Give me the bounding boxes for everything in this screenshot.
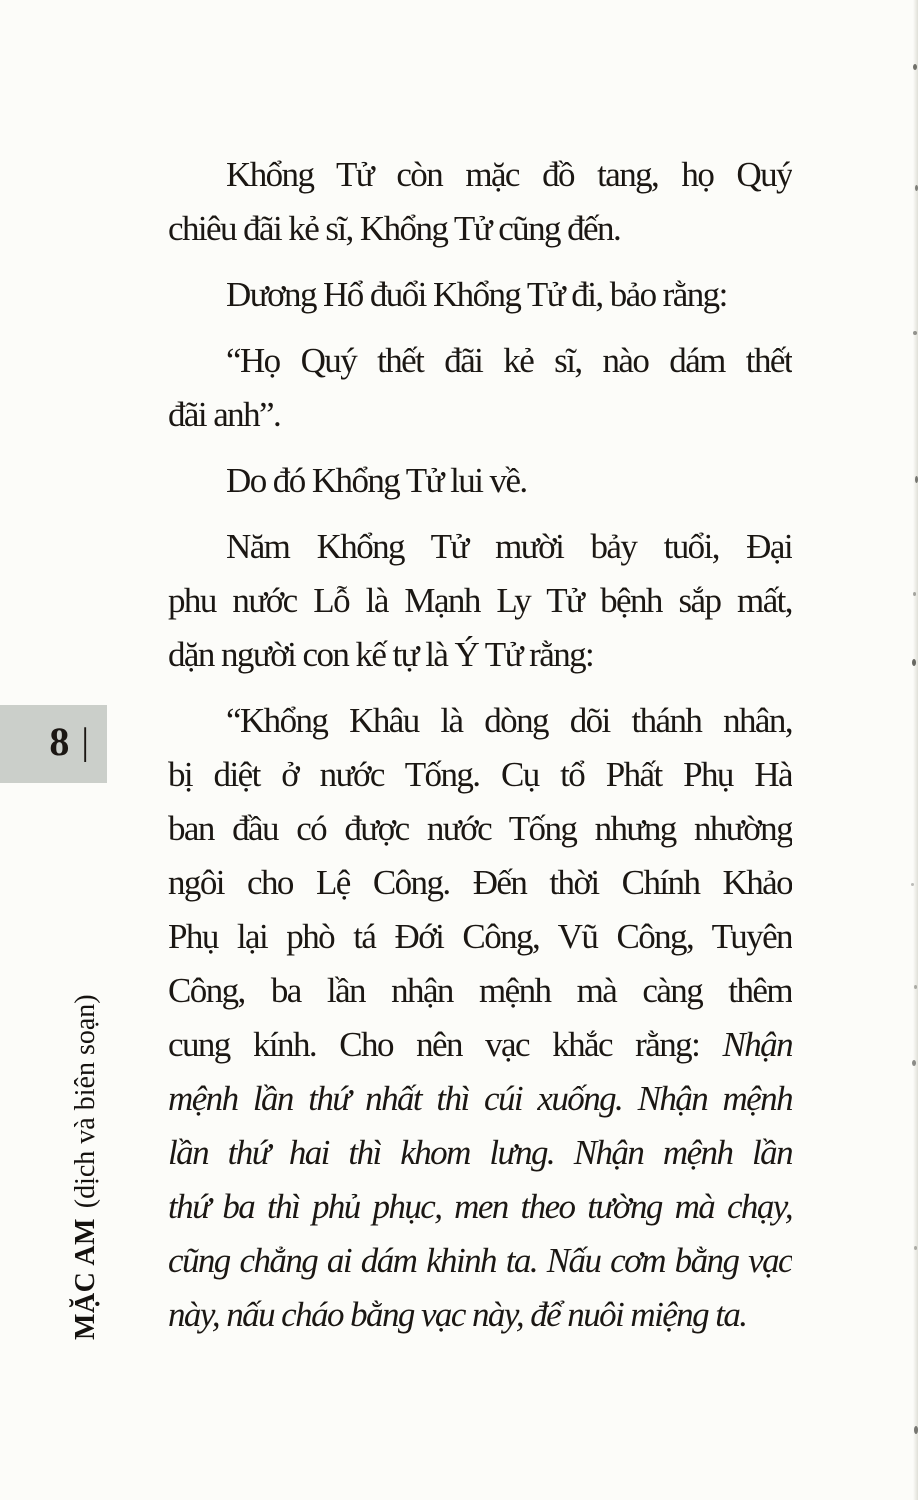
text-line: dặn người con kế tự là Ý Tử rằng: bbox=[168, 635, 594, 674]
text-line: phu nước Lỗ là Mạnh Ly Tử bệnh sắp mất, bbox=[168, 581, 792, 620]
scan-speck bbox=[913, 331, 917, 335]
scan-speck bbox=[913, 592, 916, 596]
page-number-box bbox=[0, 705, 107, 783]
text-line: ban đầu có được nước Tống nhưng nhường bbox=[168, 809, 792, 848]
text-line: cũng chẳng ai dám khinh ta. Nấu cơm bằng vạc bbox=[168, 1241, 792, 1280]
spine-text bbox=[68, 980, 104, 1340]
text-line: “Họ Quý thết đãi kẻ sĩ, nào dám thết bbox=[226, 341, 792, 380]
text-line: Do đó Khổng Tử lui về. bbox=[226, 461, 527, 500]
spine-author: MẶC AM bbox=[70, 1218, 101, 1340]
text-line: lần thứ hai thì khom lưng. Nhận mệnh lần bbox=[168, 1133, 792, 1172]
text-line: ngôi cho Lệ Công. Đến thời Chính Khảo bbox=[168, 863, 792, 902]
text-line: bị diệt ở nước Tống. Cụ tổ Phất Phụ Hà bbox=[168, 755, 792, 794]
text-run-regular: cung kính. Cho nên vạc khắc rằng: bbox=[168, 1025, 723, 1064]
page-edge-shadow bbox=[913, 0, 918, 1500]
text-line: Năm Khổng Tử mười bảy tuổi, Đại bbox=[226, 527, 792, 566]
scan-speck bbox=[911, 883, 914, 886]
text-line: mệnh lần thứ nhất thì cúi xuống. Nhận mệnh bbox=[168, 1079, 792, 1118]
spine-role: (dịch và biên soạn) bbox=[70, 994, 101, 1209]
text-line: Phụ lại phò tá Đới Công, Vũ Công, Tuyên bbox=[168, 917, 792, 956]
scan-speck bbox=[913, 64, 917, 70]
text-line: này, nấu cháo bằng vạc này, để nuôi miệng ta. bbox=[168, 1295, 747, 1334]
text-line: Công, ba lần nhận mệnh mà càng thêm bbox=[168, 971, 792, 1010]
page-text bbox=[168, 148, 792, 1342]
text-line: Khổng Tử còn mặc đồ tang, họ Quý bbox=[226, 155, 792, 194]
page-number-separator: | bbox=[81, 721, 89, 763]
text-line: chiêu đãi kẻ sĩ, Khổng Tử cũng đến. bbox=[168, 209, 621, 248]
scan-speck bbox=[914, 985, 917, 989]
scan-speck bbox=[912, 659, 916, 666]
text-line: “Khổng Khâu là dòng dõi thánh nhân, bbox=[226, 701, 792, 740]
scan-speck bbox=[914, 1426, 918, 1434]
text-line bbox=[168, 1018, 792, 1072]
page-number: 8 bbox=[49, 719, 70, 764]
text-run-italic: Nhận bbox=[722, 1025, 792, 1064]
text-line: đãi anh”. bbox=[168, 395, 281, 434]
text-line: thứ ba thì phủ phục, men theo tường mà chạy, bbox=[168, 1187, 792, 1226]
scan-speck bbox=[912, 1060, 916, 1066]
scan-speck bbox=[914, 1246, 917, 1250]
text-line: Dương Hổ đuổi Khổng Tử đi, bảo rằng: bbox=[226, 275, 727, 314]
